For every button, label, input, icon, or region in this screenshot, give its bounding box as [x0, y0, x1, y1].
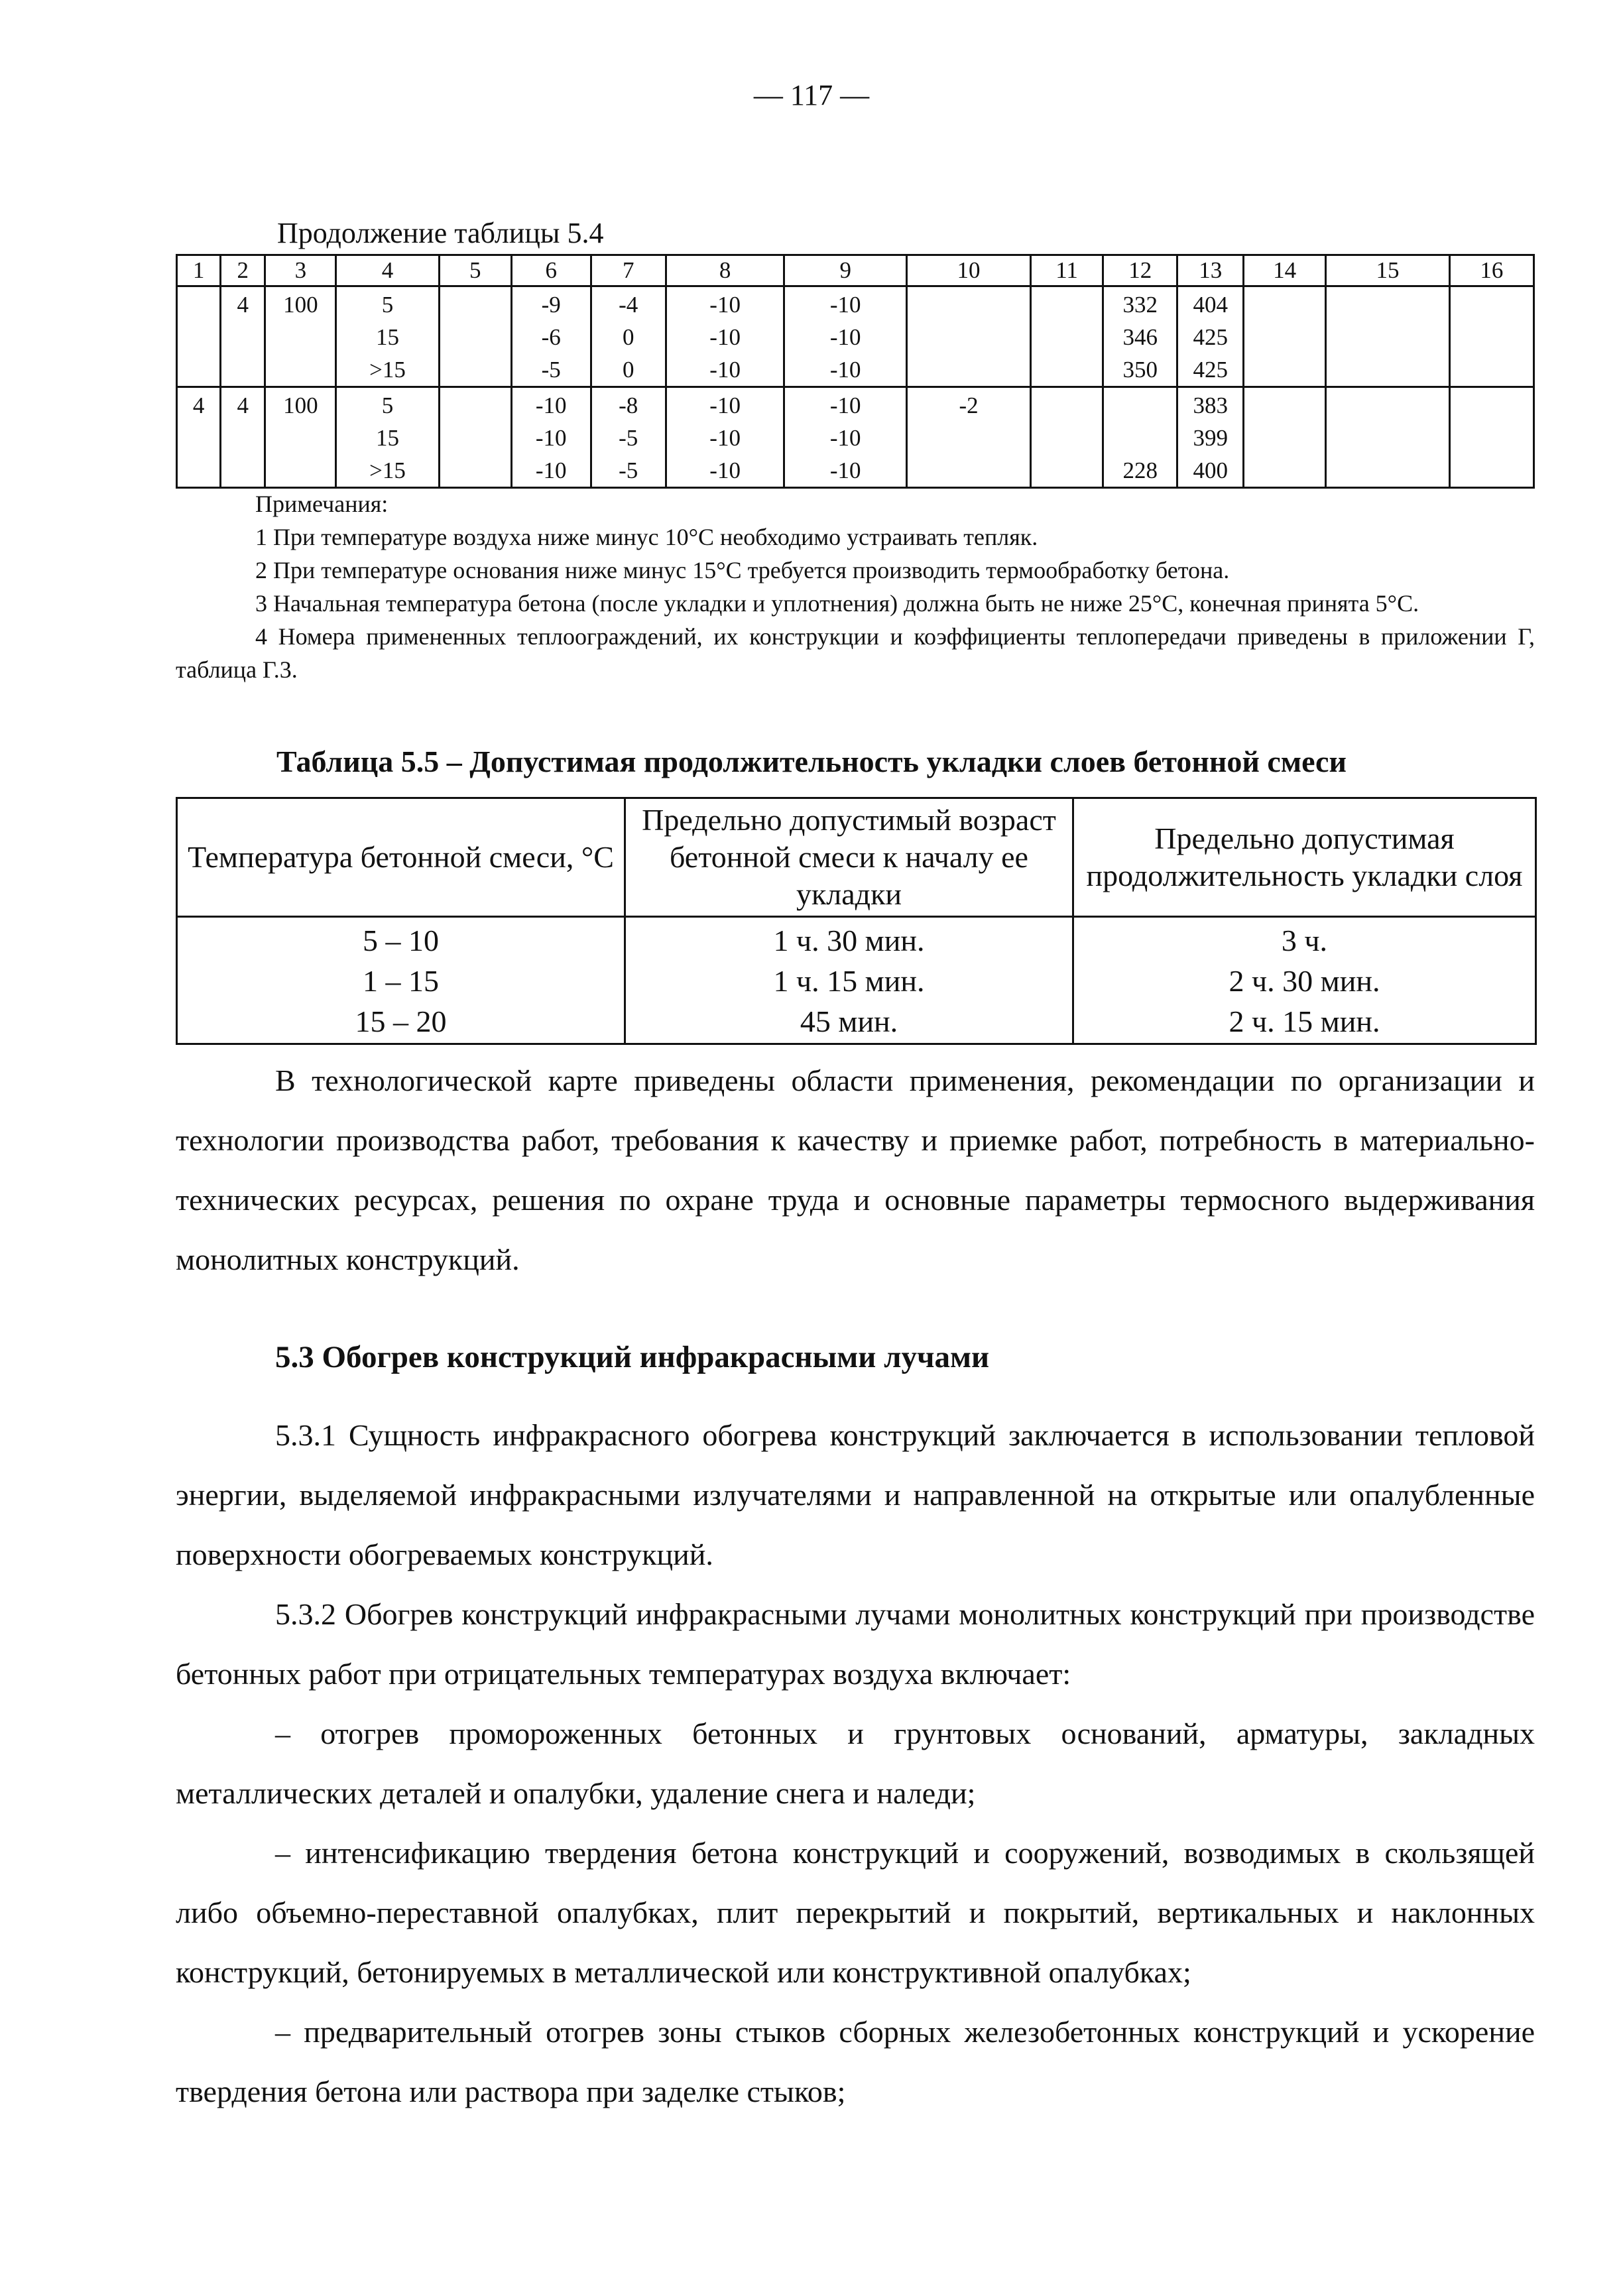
cell-value [1327, 288, 1449, 321]
cell-value: 100 [283, 292, 318, 318]
header-cell: 16 [1449, 255, 1533, 286]
table-cell [1030, 387, 1103, 488]
header-cell: 3 [265, 255, 336, 286]
header-cell: 14 [1244, 255, 1326, 286]
cell-value: 4 [237, 393, 249, 418]
cell-value [1244, 389, 1325, 422]
header-cell: 10 [907, 255, 1031, 286]
section-heading: 5.3 Обогрев конструкций инфракрасными лучами [275, 1340, 990, 1374]
table-cell [336, 387, 439, 488]
cell-value: -4 [619, 292, 638, 318]
cell-value [1451, 288, 1533, 321]
table-cell [1244, 286, 1326, 387]
cell-value: 45 мин. [800, 1004, 898, 1038]
table-cell [1073, 917, 1536, 1044]
cell-value: -5 [541, 357, 561, 383]
cell-value: 332 [1122, 292, 1158, 318]
cell-value: 425 [1193, 324, 1229, 350]
cell-value: -10 [535, 393, 567, 418]
table-cell [439, 387, 511, 488]
list-item: – интенсификацию твердения бетона конструкций и сооружений, возводимых в скользящей либо объемно-переставной опалубках, плит перекрытий и покрытий, вертикальных и наклонных конструкций, бетонируемых в металлической или конструктивной опалубках; [176, 1836, 1535, 1989]
table-cell [784, 387, 907, 488]
header-cell: 15 [1326, 255, 1450, 286]
cell-value: -10 [709, 425, 741, 451]
table-cell [1177, 387, 1244, 488]
cell-value: 0 [622, 357, 634, 383]
cell-value [908, 288, 1030, 321]
page-number: — 117 — [753, 79, 870, 111]
table-cell [907, 387, 1031, 488]
table-cell [177, 387, 221, 488]
table-5-4-caption: Продолжение таблицы 5.4 [277, 217, 604, 249]
note-item: 3 Начальная температура бетона (после укладки и уплотнения) должна быть не ниже 25°С, конечная принята 5°С. [255, 590, 1419, 617]
table-row [177, 387, 1534, 488]
cell-value: 3 ч. [1281, 924, 1328, 957]
cell-value: -9 [541, 292, 561, 318]
note-item: 1 При температуре воздуха ниже минус 10°С необходимо устраивать тепляк. [255, 524, 1038, 550]
table-cell [591, 286, 666, 387]
table-cell [511, 387, 591, 488]
cell-value: 15 – 20 [355, 1004, 447, 1038]
cell-value: >15 [369, 357, 406, 383]
cell-value [1032, 288, 1102, 321]
cell-value: -10 [535, 425, 567, 451]
cell-value: -10 [829, 457, 861, 483]
notes-heading: Примечания: [255, 491, 389, 517]
header-cell: 8 [666, 255, 784, 286]
header-cell: 11 [1030, 255, 1103, 286]
header-cell: Предельно допустимый возраст бетонной смеси к началу ее укладки [625, 798, 1073, 917]
cell-value: -10 [829, 357, 861, 383]
cell-value: -10 [829, 425, 861, 451]
table-cell [265, 286, 336, 387]
cell-value: -10 [829, 393, 861, 418]
list-item: – отогрев промороженных бетонных и грунтовых оснований, арматуры, закладных металлических деталей и опалубки, удаление снега и наледи; [176, 1717, 1535, 1810]
header-cell: 4 [336, 255, 439, 286]
table-cell [1244, 387, 1326, 488]
table-cell [1030, 286, 1103, 387]
table-cell [591, 387, 666, 488]
header-cell: Предельно допустимая продолжительность укладки слоя [1073, 798, 1536, 917]
cell-value: -10 [829, 292, 861, 318]
cell-value: 2 ч. 15 мин. [1229, 1004, 1380, 1038]
cell-value [1451, 389, 1533, 422]
table-cell [265, 387, 336, 488]
cell-value: 4 [237, 292, 249, 318]
table-cell [1326, 286, 1450, 387]
cell-value [440, 288, 511, 321]
cell-value: 350 [1122, 357, 1158, 383]
cell-value [1244, 288, 1325, 321]
cell-value: 100 [283, 393, 318, 418]
header-cell: Температура бетонной смеси, °С [177, 798, 625, 917]
cell-value [1032, 389, 1102, 422]
table-5-5-caption: Таблица 5.5 – Допустимая продолжительность укладки слоев бетонной смеси [276, 745, 1347, 778]
table-cell [177, 917, 625, 1044]
table-header-row [177, 255, 1534, 286]
table-cell [177, 286, 221, 387]
cell-value: -10 [709, 292, 741, 318]
cell-value: 15 [376, 425, 400, 451]
table-cell [784, 286, 907, 387]
paragraph: В технологической карте приведены области применения, рекомендации по организации и технологии производства работ, требования к качеству и приемке работ, потребность в материально-технических ресурсах, решения по охране труда и основные параметры термосного выдерживания монолитных конструкций. [176, 1063, 1535, 1276]
cell-value [1104, 389, 1176, 422]
cell-value: >15 [369, 457, 406, 483]
cell-value: 228 [1122, 457, 1158, 483]
cell-value: 400 [1193, 457, 1229, 483]
cell-value: -10 [709, 457, 741, 483]
table-row [177, 917, 1536, 1044]
intro-paragraph [176, 1051, 1535, 1290]
cell-value: 1 ч. 30 мин. [773, 924, 925, 957]
table-cell [907, 286, 1031, 387]
note-item: 2 При температуре основания ниже минус 15°С требуется производить термообработку бетона. [255, 557, 1230, 583]
cell-value: -10 [535, 457, 567, 483]
table-cell [666, 387, 784, 488]
header-cell: 13 [1177, 255, 1244, 286]
cell-value: -5 [619, 425, 638, 451]
table-notes [176, 487, 1535, 686]
paragraph: 5.3.1 Сущность инфракрасного обогрева конструкций заключается в использовании тепловой энергии, выделяемой инфракрасными излучателями и направленной на открытые или опалубленные поверхности обогреваемых конструкций. [176, 1418, 1535, 1571]
cell-value: -2 [959, 393, 979, 418]
cell-value: -10 [829, 324, 861, 350]
table-cell [439, 286, 511, 387]
cell-value: -10 [709, 357, 741, 383]
cell-value: 1 – 15 [363, 964, 439, 998]
table-cell [336, 286, 439, 387]
header-cell: 2 [221, 255, 265, 286]
cell-value: -10 [709, 324, 741, 350]
note-item: 4 Номера примененных теплоограждений, их конструкции и коэффициенты теплопередачи приведены в приложении Г, таблица Г.3. [176, 623, 1535, 683]
cell-value: 1 ч. 15 мин. [773, 964, 925, 998]
header-cell: 9 [784, 255, 907, 286]
table-cell [1103, 286, 1177, 387]
cell-value: -8 [619, 393, 638, 418]
table-cell [511, 286, 591, 387]
cell-value: 2 ч. 30 мин. [1229, 964, 1380, 998]
cell-value: -6 [541, 324, 561, 350]
cell-value: 425 [1193, 357, 1229, 383]
cell-value: 399 [1193, 425, 1229, 451]
cell-value [1327, 389, 1449, 422]
cell-value: 5 [381, 393, 394, 418]
cell-value: -5 [619, 457, 638, 483]
table-cell [1449, 286, 1533, 387]
table-cell [221, 286, 265, 387]
cell-value: 346 [1122, 324, 1158, 350]
list-item: – предварительный отогрев зоны стыков сборных железобетонных конструкций и ускорение твердения бетона или раствора при заделке стыков; [176, 2015, 1535, 2108]
section-body [176, 1406, 1535, 2122]
cell-value: 15 [376, 324, 400, 350]
header-cell: 1 [177, 255, 221, 286]
header-cell: 12 [1103, 255, 1177, 286]
table-5-4 [176, 254, 1535, 489]
header-cell: 7 [591, 255, 666, 286]
header-cell: 5 [439, 255, 511, 286]
table-cell [666, 286, 784, 387]
table-row [177, 286, 1534, 387]
cell-value: 0 [622, 324, 634, 350]
cell-value [440, 389, 511, 422]
cell-value: 5 – 10 [363, 924, 439, 957]
table-header-row [177, 798, 1536, 917]
table-cell [1449, 387, 1533, 488]
table-cell [1103, 387, 1177, 488]
cell-value: 404 [1193, 292, 1229, 318]
cell-value [1104, 422, 1176, 454]
table-cell [1177, 286, 1244, 387]
cell-value: 383 [1193, 393, 1229, 418]
cell-value: 4 [192, 393, 205, 418]
cell-value: 5 [381, 292, 394, 318]
table-cell [625, 917, 1073, 1044]
table-cell [221, 387, 265, 488]
cell-value [178, 288, 219, 321]
table-cell [1326, 387, 1450, 488]
paragraph: 5.3.2 Обогрев конструкций инфракрасными лучами монолитных конструкций при производстве бетонных работ при отрицательных температурах воздуха включает: [176, 1597, 1535, 1691]
table-5-5 [176, 797, 1537, 1045]
cell-value: -10 [709, 393, 741, 418]
header-cell: 6 [511, 255, 591, 286]
